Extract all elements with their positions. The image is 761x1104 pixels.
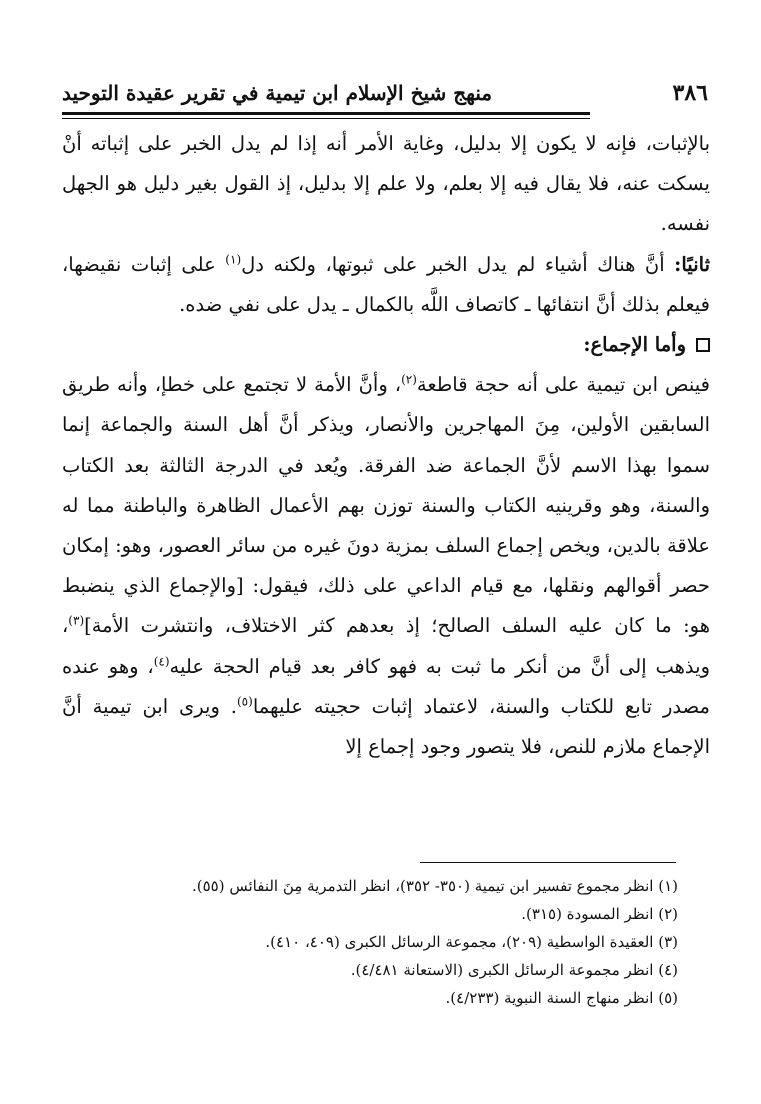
main-text [62,124,710,767]
footnote-ref-1[interactable]: (١) [225,252,242,267]
footnote-3: (٣) العقيدة الواسطية (٢٠٩)، مجموعة الرسائل الكبرى (٤٠٩، ٤١٠). [265,933,678,951]
paragraph-3-text-c: ، ويذهب إلى أنَّ من أنكر ما ثبت به فهو كافر بعد قيام الحجة عليه [62,614,710,678]
footnote-ref-4[interactable]: (٤) [153,654,170,669]
paragraph-2 [62,245,710,325]
paragraph-3-text-e: . ويرى ابن تيمية أنَّ الإجماع ملازم للنص، فلا يتصور وجود إجماع إلا [62,694,710,759]
footnote-1: (١) انظر مجموع تفسير ابن تيمية (٣٥٠- ٣٥٢)، انظر التدمرية مِنَ النفائس (٥٥). [192,877,678,895]
footnote-ref-5[interactable]: (٥) [236,694,253,709]
footnote-5: (٥) انظر منهاج السنة النبوية (٤/٢٣٣). [445,989,678,1007]
footnote-4: (٤) انظر مجموعة الرسائل الكبرى (الاستعانة ٤/٤٨١). [350,961,678,979]
checkbox-icon [696,338,710,352]
paragraph-2-text-b: على إثبات نقيضها، فيعلم بذلك أنَّ انتفائها ـ كاتصاف اللَّه بالكمال ـ يدل على نفي ضده. [62,252,710,316]
footnote-separator [420,862,676,863]
section-heading-text: وأما الإجماع: [583,333,686,357]
paragraph-2-text-a: أنَّ هناك أشياء لم يدل الخبر على ثبوتها، ولكنه دل [241,252,675,276]
header-rule-thick [62,112,590,115]
footnote-ref-2[interactable]: (٢) [401,372,417,387]
page-number: ٣٨٦ [672,80,708,106]
paragraph-3-text-d: ، وهو عنده مصدر تابع للكتاب والسنة، لاعتماد إثبات حجيته عليهما [62,654,710,718]
paragraph-1: بالإثبات، فإنه لا يكون إلا بدليل، وغاية الأمر أنه إذا لم يدل الخبر على إثباته أنْ يسكت عنه، فلا يقال فيه إلا بعلم، ولا علم إلا بدليل، إذ القول بغير دليل هو الجهل نفسه. [62,132,710,236]
footnote-ref-3[interactable]: (٣) [68,613,85,628]
page-header [62,78,708,114]
paragraph-2-label: ثانيًا: [674,252,710,276]
paragraph-3 [62,365,710,767]
running-title: منهج شيخ الإسلام ابن تيمية في تقرير عقيدة التوحيد [62,81,493,105]
footnote-2: (٢) انظر المسودة (٣١٥). [521,905,678,923]
header-rule-thin [62,118,590,119]
paragraph-3-text-a: فينص ابن تيمية على أنه حجة قاطعة [416,373,711,397]
paragraph-3-text-b: ، وأنَّ الأمة لا تجتمع على خطإ، وأنه طريق السابقين الأولين، مِنَ المهاجرين والأنصار، ويذكر أنَّ أهل السنة والجماعة إنما سموا بهذا الاسم لأنَّ الجماعة ضد الفرقة. ويُعد في الدرجة الثالثة بعد الكتاب والسنة، وهو وقرينيه الكتاب والسنة توزن بهم الأعمال الظاهرة والباطنة مما له علاقة بالدين، ويخص إجماع السلف بمزية دونَ غيره من سائر العصور، وهو: إمكان حصر أقوالهم ونقلها، مع قيام الداعي على ذلك، فيقول: [والإجماع الذي ينضبط هو: ما كان عليه السلف الصالح؛ إذ بعدهم كثر الاختلاف، وانتشرت الأمة] [62,373,710,638]
footnotes [90,872,678,1012]
section-heading [62,325,710,365]
